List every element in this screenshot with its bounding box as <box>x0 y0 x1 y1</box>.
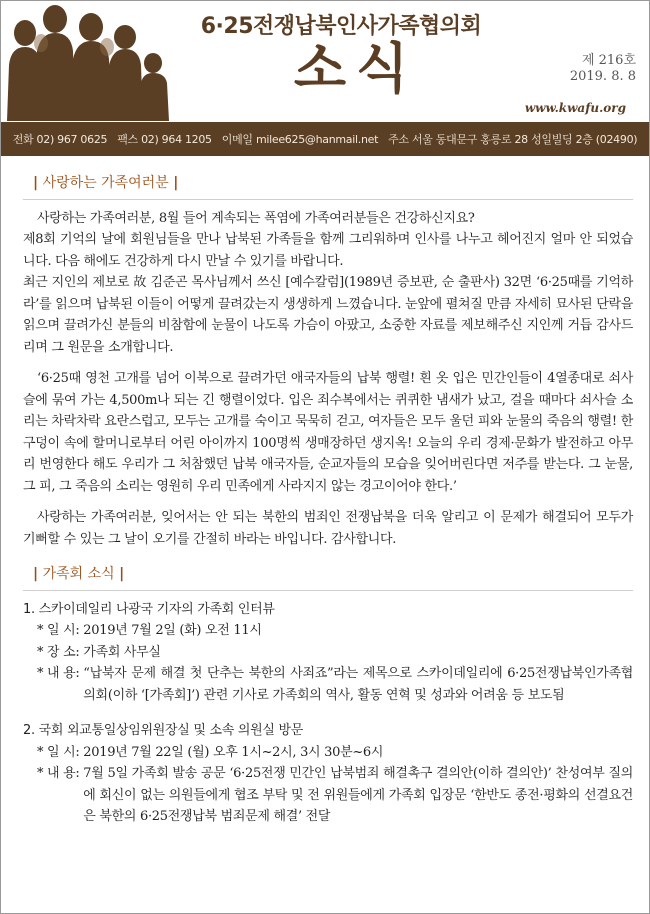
issue-info <box>536 53 636 85</box>
news-item-row <box>23 642 633 664</box>
section-heading-family: | 사랑하는 가족여러분 | <box>33 175 179 191</box>
row-value: 2019년 7월 2일 (화) 오전 11시 <box>83 623 262 638</box>
issue-date: 2019. 8. 8 <box>569 69 636 84</box>
website-link[interactable]: www.kwafu.org <box>524 101 626 115</box>
row-label: * 내 용: <box>37 766 84 781</box>
news-item-row <box>23 663 633 706</box>
row-value: “납북자 문제 해결 첫 단추는 북한의 사죄죠”라는 제목으로 스카이데일리에 6·25전쟁납북인가족협의회(이하 ‘[가족회]’) 관련 기사로 가족회의 역사, 활동 연혁 및 성과와 어려움 등 보도됨 <box>83 666 633 703</box>
contact-phone: 전화 02) 967 0625 <box>12 133 108 146</box>
divider <box>23 199 633 200</box>
organization-title: 6·25전쟁납북인사가족협의회 <box>200 14 482 39</box>
contact-fax: 팩스 02) 964 1205 <box>117 133 212 146</box>
row-label: * 내 용: <box>37 666 84 681</box>
contact-address: 주소 서울 동대문구 홍릉로 28 성일빌딩 2층 (02490) <box>388 133 638 146</box>
family-silhouette-image <box>3 3 178 121</box>
memory-day-paragraph: 제8회 기억의 날에 회원님들을 만나 납북된 가족들을 함께 그리워하며 인사를 나누고 헤어진지 얼마 안 되었습니다. 다음 해에도 건강하게 다시 만날 수 있기를 바랍니다. <box>23 232 633 269</box>
news-item-title: 1. 스카이데일리 나광국 기자의 가족회 인터뷰 <box>23 601 275 617</box>
row-value: 7월 5일 가족회 발송 공문 ‘6·25전쟁 민간인 납북범죄 해결촉구 결의안(이하 결의안)’ 찬성여부 질의에 회신이 없는 의원들에게 협조 부탁 및 전 위원들에게 가족회 입장문 ‘한반도 종전·평화의 선결요건은 북한의 6·25전쟁납북 범죄문제 해결’ 전달 <box>83 766 633 824</box>
row-label: * 일 시: <box>37 744 84 760</box>
masthead <box>1 1 649 121</box>
greeting-paragraph: 사랑하는 가족여러분, 8월 들어 계속되는 폭염에 가족여러분들은 건강하신지요? <box>37 210 475 226</box>
quoted-column-paragraph: ‘6·25때 영천 고개를 넘어 이북으로 끌려가던 애국자들의 납북 행렬! 흰 옷 입은 민간인들이 4열종대로 쇠사슬에 묶여 가는 4,500m나 되는 긴 행렬이었다. 입은 죄수복에서는 퀴퀴한 냄새가 났고, 걸을 때마다 쇠사슬 소리는 차락차락 요란스럽고, 모두는 고개를 숙이고 묵묵히 걷고, 여자들은 모두 울던 피와 눈물의 죽음의 행렬! 한 구덩이 속에 할머니로부터 어린 아이까지 100명씩 생매장하던 생지옥! 오늘의 우리 경제·문화가 발전하고 아무리 번영한다 해도 우리가 그 처참했던 납북 애국자들, 순교자들의 모습을 잊어버린다면 저주를 받는다. 그 눈물, 그 피, 그 죽음의 소리는 영원히 우리 민족에게 사라지지 않는 경고이어야 한다.’ <box>23 371 633 494</box>
issue-number: 제 216호 <box>581 53 636 68</box>
newsletter-title: 소식 <box>293 37 419 100</box>
row-value: 2019년 7월 22일 (월) 오후 1시~2시, 3시 30분~6시 <box>83 744 384 760</box>
section-heading-label: 사랑하는 가족여러분 <box>42 175 169 191</box>
news-item-title: 2. 국회 외교통일상임위원장실 및 소속 의원실 방문 <box>23 723 303 738</box>
contact-email[interactable]: 이메일 milee625@hanmail.net <box>221 133 379 146</box>
contact-bar <box>1 122 649 156</box>
news-item-row <box>23 620 633 642</box>
divider <box>23 590 633 591</box>
section-heading-label: 가족회 소식 <box>42 566 115 582</box>
column-intro-paragraph: 최근 지인의 제보로 故 김준곤 목사님께서 쓰신 [예수칼럼](1989년 증보판, 순 출판사) 32면 ‘6·25때를 기억하라’를 읽으며 납북된 이들이 어떻게 끌려갔는지 생생하게 느꼈습니다. 눈앞에 펼쳐질 만큼 자세히 묘사된 단락을 읽으며 끌려가신 분들의 비참함에 눈물이 나도록 가슴이 아팠고, 소중한 자료를 제보해주신 지인께 거듭 감사드리며 그 원문을 소개합니다. <box>23 275 633 355</box>
closing-paragraph: 사랑하는 가족여러분, 잊어서는 안 되는 북한의 범죄인 전쟁납북을 더욱 알리고 이 문제가 해결되어 모두가 기뻐할 수 있는 그 날이 오기를 간절히 바라는 바입니다. 감사합니다. <box>23 510 633 547</box>
section-heading-news: | 가족회 소식 | <box>33 566 125 582</box>
news-item-row <box>23 763 633 828</box>
row-label: * 장 소: <box>37 644 84 660</box>
news-item-row <box>23 742 633 764</box>
row-label: * 일 시: <box>37 623 84 638</box>
row-value: 가족회 사무실 <box>83 644 161 660</box>
newsletter-body <box>23 173 633 828</box>
